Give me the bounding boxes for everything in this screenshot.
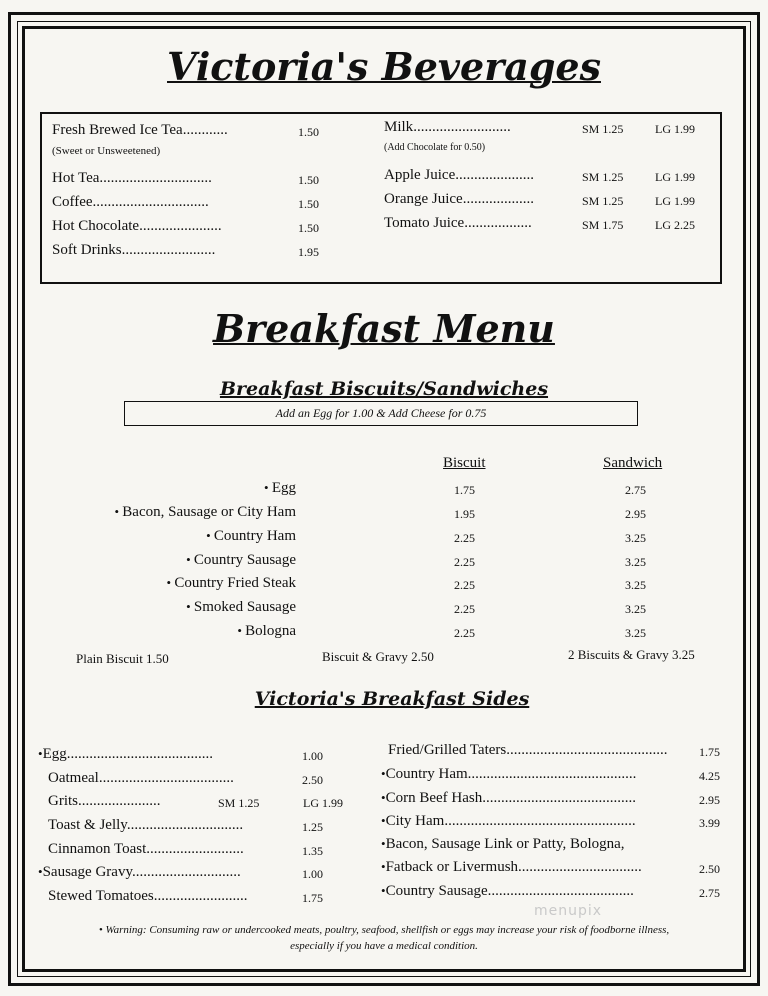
small-price: SM 1.25 — [582, 122, 624, 136]
sandwich-price: 3.25 — [625, 578, 646, 592]
item-note: (Add Chocolate for 0.50) — [384, 142, 486, 153]
item-name: Fatback or Livermush — [385, 859, 519, 875]
bullet-icon: • — [381, 790, 386, 805]
leader-dots: ................... — [462, 191, 534, 207]
warning-line-2: especially if you have a medical condition. — [290, 940, 478, 952]
item-price: 2.95 — [699, 793, 720, 807]
side-item — [38, 864, 241, 881]
leader-dots: .................. — [464, 215, 532, 231]
bullet-icon: • — [206, 528, 214, 543]
side-item — [381, 883, 634, 900]
biscuits-subtitle: Breakfast Biscuits/Sandwiches — [219, 378, 549, 400]
add-egg-cheese-note: Add an Egg for 1.00 & Add Cheese for 0.75 — [124, 401, 638, 426]
breakfast-item — [167, 575, 296, 592]
item-name: Bologna — [245, 623, 296, 639]
item-name: Hot Chocolate — [52, 218, 140, 234]
item-name: Apple Juice — [384, 167, 456, 183]
side-item — [381, 766, 636, 783]
beverage-item — [52, 194, 209, 211]
leader-dots: ....................................... — [487, 883, 634, 899]
bullet-icon: • — [264, 480, 272, 495]
item-name: Fresh Brewed Ice Tea — [52, 122, 183, 138]
item-name: Egg — [271, 480, 296, 496]
large-price: LG 1.99 — [655, 194, 695, 208]
biscuit-price: 2.25 — [454, 531, 475, 545]
item-price: 2.50 — [699, 862, 720, 876]
leader-dots: .................................... — [98, 770, 234, 786]
item-name: Cinnamon Toast — [48, 841, 147, 857]
leader-dots: ......................... — [153, 888, 248, 904]
bullet-icon: • — [38, 746, 43, 761]
sandwich-price: 3.25 — [625, 555, 646, 569]
item-name: Country Ham — [385, 766, 468, 782]
small-price: SM 1.75 — [582, 218, 624, 232]
item-price: 1.50 — [298, 221, 319, 235]
beverage-item — [52, 122, 228, 139]
leader-dots: ......................................... — [482, 790, 636, 806]
two-biscuits-gravy-price: 2 Biscuits & Gravy 3.25 — [568, 647, 695, 662]
beverage-item — [52, 218, 222, 235]
item-name: Soft Drinks — [52, 242, 122, 258]
item-name: Tomato Juice — [384, 215, 465, 231]
leader-dots: ................................................... — [444, 813, 636, 829]
item-price: 1.50 — [298, 173, 319, 187]
bullet-icon: • — [38, 864, 43, 879]
breakfast-item — [186, 552, 296, 569]
bullet-icon: • — [381, 883, 386, 898]
biscuit-gravy-price: Biscuit & Gravy 2.50 — [322, 649, 434, 664]
leader-dots: ........................................... — [506, 742, 668, 758]
item-name: Sausage Gravy — [42, 864, 132, 880]
item-name: Corn Beef Hash — [385, 790, 483, 806]
item-name: Milk — [384, 119, 414, 135]
side-item — [388, 742, 667, 759]
breakfast-item — [186, 599, 296, 616]
item-name: Country Sausage — [385, 883, 488, 899]
item-name: Orange Juice — [384, 191, 463, 207]
beverage-item — [384, 191, 534, 208]
beverage-item — [384, 215, 532, 232]
breakfast-item — [237, 623, 296, 640]
item-name: Hot Tea — [52, 170, 100, 186]
item-price: 1.00 — [302, 749, 323, 763]
item-price: 1.25 — [302, 820, 323, 834]
leader-dots: ................................. — [518, 859, 642, 875]
sandwich-price: 3.25 — [625, 602, 646, 616]
large-price: LG 1.99 — [655, 122, 695, 136]
item-name: Smoked Sausage — [193, 599, 296, 615]
large-price: LG 1.99 — [303, 796, 343, 810]
leader-dots: ............................... — [92, 194, 209, 210]
watermark-text: menupix — [534, 903, 603, 919]
large-price: LG 2.25 — [655, 218, 695, 232]
side-item — [48, 793, 161, 810]
side-item — [48, 817, 243, 834]
side-item — [48, 841, 244, 858]
bullet-icon: • — [381, 836, 386, 851]
biscuit-price: 2.25 — [454, 555, 475, 569]
leader-dots: ...................... — [78, 793, 161, 809]
side-item — [381, 859, 642, 876]
leader-dots: .............................. — [99, 170, 212, 186]
warning-line-1: Warning: Consuming raw or undercooked meats, poultry, seafood, shellfish or eggs may increase your risk of foodborne illness, — [105, 924, 670, 936]
item-price: 4.25 — [699, 769, 720, 783]
beverage-item — [384, 119, 511, 136]
sandwich-price: 2.75 — [625, 483, 646, 497]
biscuit-price: 2.25 — [454, 578, 475, 592]
plain-biscuit-price: Plain Biscuit 1.50 — [76, 651, 169, 666]
bullet-icon: • — [114, 504, 123, 519]
biscuit-price: 1.95 — [454, 507, 475, 521]
warning-bullet: • — [98, 924, 106, 936]
sandwich-column-header: Sandwich — [603, 455, 663, 471]
beverage-item — [384, 167, 534, 184]
sandwich-price: 2.95 — [625, 507, 646, 521]
item-name: Bacon, Sausage or City Ham — [122, 504, 296, 520]
leader-dots: ............ — [182, 122, 228, 138]
food-warning — [40, 922, 728, 954]
sandwich-price: 3.25 — [625, 626, 646, 640]
leader-dots: ..................... — [455, 167, 534, 183]
item-price: 1.75 — [302, 891, 323, 905]
bullet-icon: • — [166, 575, 175, 590]
breakfast-item — [114, 504, 296, 521]
breakfast-item — [264, 480, 296, 497]
sides-subtitle: Victoria's Breakfast Sides — [254, 688, 530, 710]
item-price: 1.35 — [302, 844, 323, 858]
beverage-item — [52, 170, 212, 187]
item-price: 1.50 — [298, 125, 319, 139]
item-name: Coffee — [52, 194, 93, 210]
sandwich-price: 3.25 — [625, 531, 646, 545]
leader-dots: ....................................... — [66, 746, 213, 762]
item-name: Country Ham — [213, 528, 296, 544]
biscuit-price: 2.25 — [454, 626, 475, 640]
leader-dots: .......................... — [146, 841, 244, 857]
biscuit-price: 1.75 — [454, 483, 475, 497]
leader-dots: ............................................. — [467, 766, 637, 782]
item-name: Bacon, Sausage Link or Patty, Bologna, — [385, 836, 625, 852]
leader-dots: ...................... — [139, 218, 222, 234]
item-name: Oatmeal — [48, 770, 99, 786]
beverage-item — [52, 242, 215, 259]
item-price: 3.99 — [699, 816, 720, 830]
leader-dots: .......................... — [413, 119, 511, 135]
side-item — [48, 888, 248, 905]
side-item — [48, 770, 234, 787]
item-price: 1.50 — [298, 197, 319, 211]
breakfast-title: Breakfast Menu — [213, 306, 555, 351]
beverages-title: Victoria's Beverages — [167, 44, 601, 89]
item-price: 2.50 — [302, 773, 323, 787]
side-item — [381, 813, 636, 830]
leader-dots: ............................... — [126, 817, 244, 833]
bullet-icon: • — [381, 766, 386, 781]
item-name: Grits — [48, 793, 78, 809]
bullet-icon: • — [237, 623, 246, 638]
bullet-icon: • — [186, 599, 194, 614]
small-price: SM 1.25 — [218, 796, 260, 810]
small-price: SM 1.25 — [582, 170, 624, 184]
item-name: Fried/Grilled Taters — [388, 742, 507, 758]
item-price: 1.75 — [699, 745, 720, 759]
bullet-icon: • — [186, 552, 194, 567]
large-price: LG 1.99 — [655, 170, 695, 184]
item-name: City Ham — [385, 813, 445, 829]
small-price: SM 1.25 — [582, 194, 624, 208]
bullet-icon: • — [381, 813, 386, 828]
item-name: Country Sausage — [193, 552, 296, 568]
biscuit-column-header: Biscuit — [443, 455, 486, 471]
leader-dots: ......................... — [121, 242, 216, 258]
item-price: 1.00 — [302, 867, 323, 881]
item-price: 2.75 — [699, 886, 720, 900]
breakfast-item — [206, 528, 296, 545]
item-name: Toast & Jelly — [48, 817, 127, 833]
item-name: Stewed Tomatoes — [48, 888, 154, 904]
leader-dots: ............................. — [131, 864, 241, 880]
item-name: Egg — [42, 746, 67, 762]
bullet-icon: • — [381, 859, 386, 874]
side-item — [381, 836, 625, 853]
item-note: (Sweet or Unsweetened) — [52, 145, 161, 157]
side-item — [38, 746, 213, 763]
item-name: Country Fried Steak — [174, 575, 296, 591]
item-price: 1.95 — [298, 245, 319, 259]
side-item — [381, 790, 636, 807]
biscuit-price: 2.25 — [454, 602, 475, 616]
